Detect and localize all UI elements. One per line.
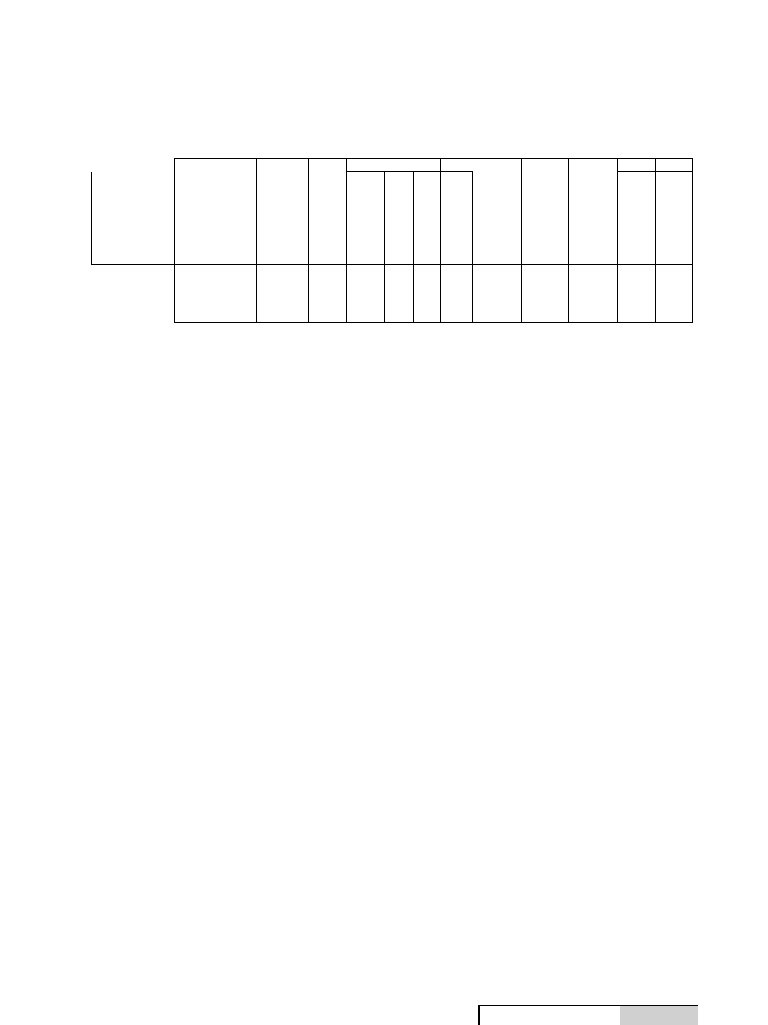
col-a bbox=[309, 172, 347, 265]
col-d bbox=[414, 172, 441, 265]
col-g bbox=[522, 172, 569, 265]
top-table bbox=[91, 158, 693, 323]
percent-footer bbox=[620, 1005, 698, 1025]
col-b bbox=[347, 172, 385, 265]
col-f bbox=[473, 172, 522, 265]
new-admissions-group bbox=[347, 159, 441, 172]
footer-cells bbox=[478, 1005, 622, 1025]
col-c bbox=[385, 172, 414, 265]
col-i bbox=[618, 172, 656, 265]
col-age bbox=[257, 172, 309, 265]
col-facility bbox=[175, 172, 257, 265]
col-service bbox=[92, 172, 175, 265]
col-j bbox=[656, 172, 693, 265]
col-h bbox=[569, 172, 618, 265]
discharges-group bbox=[656, 159, 693, 172]
readmissions-group bbox=[441, 159, 522, 172]
col-e bbox=[441, 172, 473, 265]
